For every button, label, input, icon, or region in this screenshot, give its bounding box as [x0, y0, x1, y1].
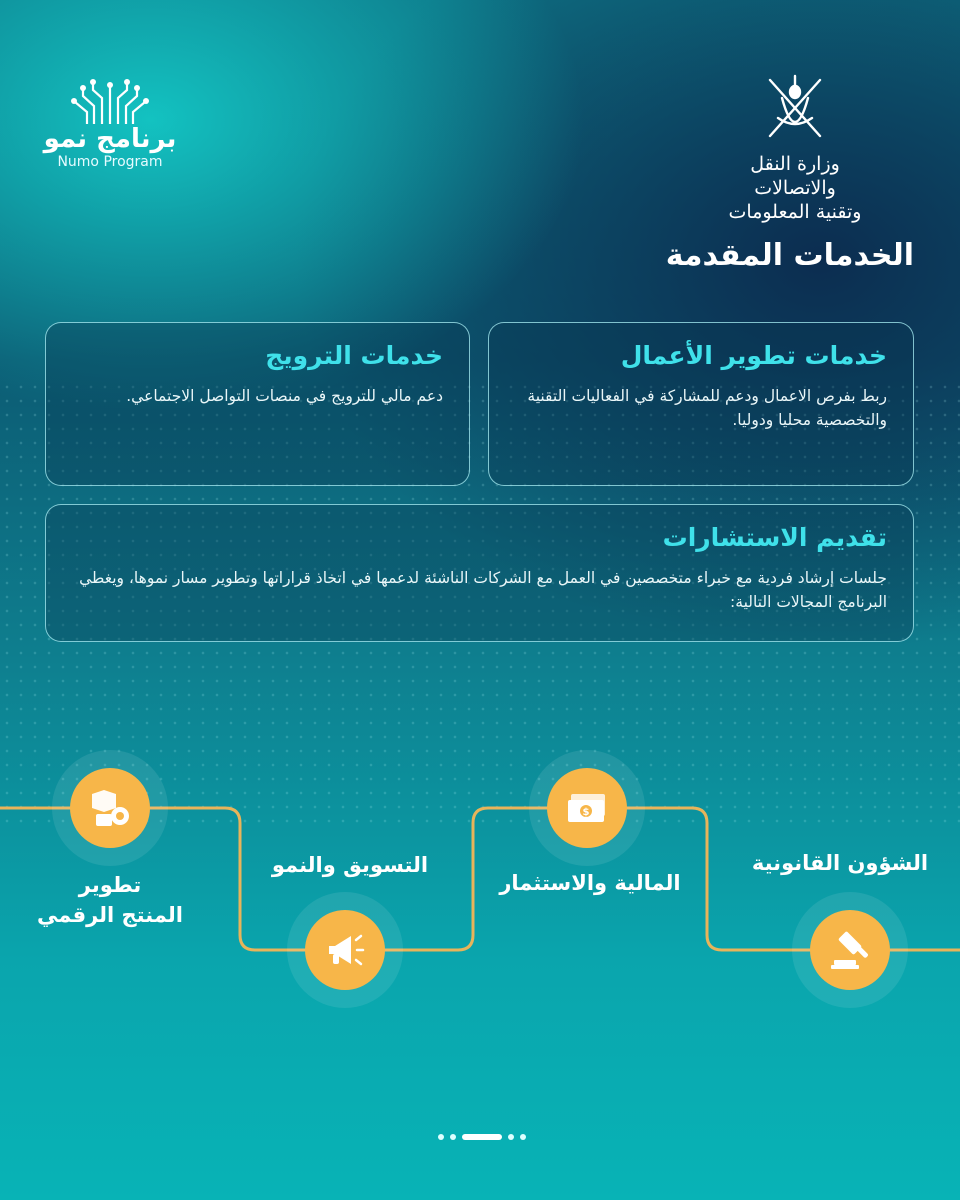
- product-box-icon: [88, 786, 132, 830]
- ministry-logo: [725, 68, 865, 224]
- oman-emblem-icon: [760, 68, 830, 148]
- circuit-tree-icon: [65, 76, 155, 124]
- ministry-name-line-1: وزارة النقل والاتصالات: [750, 153, 840, 199]
- card-consulting: [45, 504, 914, 642]
- card-text: دعم مالي للترويج في منصات التواصل الاجتماعي.: [126, 387, 443, 405]
- section-title: الخدمات المقدمة: [665, 238, 914, 273]
- program-name-english: Numo Program: [57, 154, 163, 170]
- area-label-finance: المالية والاستثمار: [499, 871, 681, 895]
- card-title: خدمات الترويج: [265, 341, 443, 370]
- area-label-product-line-2: المنتج الرقمي: [37, 903, 183, 927]
- pager-dot-active[interactable]: [462, 1134, 502, 1140]
- area-label-product: [10, 870, 210, 930]
- pager-dot[interactable]: [438, 1134, 444, 1140]
- megaphone-icon: [323, 928, 367, 972]
- ministry-name-line-2: وتقنية المعلومات: [728, 201, 862, 223]
- program-name-arabic: برنامج نمو: [43, 124, 177, 154]
- pager-dot[interactable]: [520, 1134, 526, 1140]
- card-business-development: [488, 322, 914, 486]
- area-label-legal: الشؤون القانونية: [751, 851, 929, 875]
- card-title: تقديم الاستشارات: [662, 523, 887, 552]
- areas-timeline: [0, 740, 960, 1040]
- numo-program-logo: [40, 76, 180, 170]
- card-text: جلسات إرشاد فردية مع خبراء متخصصين في العمل مع الشركات الناشئة لدعمها في اتخاذ قراراتها وتطوير مسار نموها، ويغطي البرنامج المجالات التالية:: [79, 569, 887, 611]
- gavel-icon: [828, 928, 872, 972]
- svg-text:$: $: [582, 807, 590, 818]
- area-label-product-line-1: تطوير: [78, 873, 142, 897]
- card-promotion: [45, 322, 470, 486]
- pager-dot[interactable]: [450, 1134, 456, 1140]
- card-text: ربط بفرص الاعمال ودعم للمشاركة في الفعاليات التقنية والتخصصية محليا ودوليا.: [527, 387, 887, 429]
- card-title: خدمات تطوير الأعمال: [620, 341, 887, 370]
- carousel-pager: [438, 1134, 526, 1140]
- money-icon: [565, 786, 609, 830]
- pager-dot[interactable]: [508, 1134, 514, 1140]
- area-label-marketing: التسويق والنمو: [271, 853, 429, 877]
